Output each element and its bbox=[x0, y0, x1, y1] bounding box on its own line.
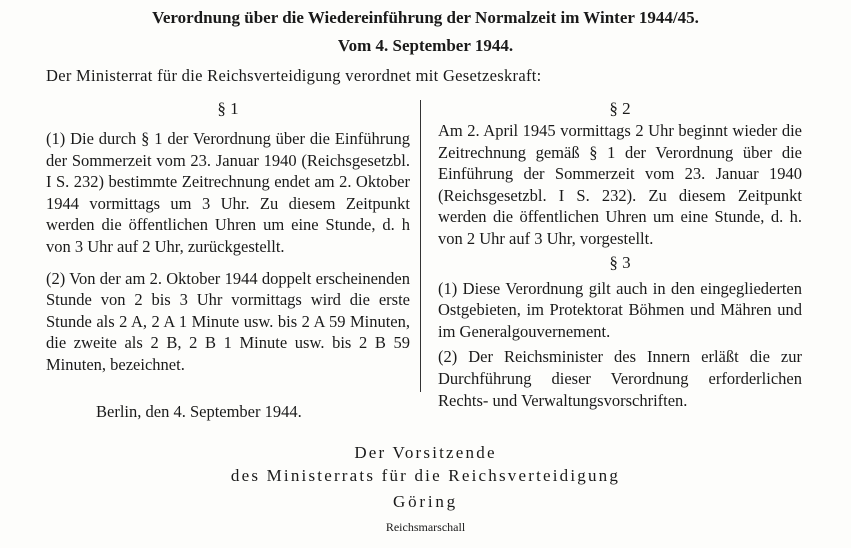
document-title-block bbox=[0, 6, 851, 58]
document-subtitle: Vom 4. September 1944. bbox=[337, 36, 514, 55]
place-date: Berlin, den 4. September 1944. bbox=[96, 402, 302, 421]
section-1-paragraph-1: (1) Die durch § 1 der Verordnung über die Einführung der Sommerzeit vom 23. Januar 1940 (Reichsgesetzbl. I S. 232) bestimmte Zeitrechnung endet am 2. Oktober 1944 vormittags um 3 Uhr. Zu diesem Zeitpunkt werden die öffentlichen Uhren um eine Stunde, d. h von 3 Uhr auf 2 Uhr, zurückgestellt. bbox=[46, 129, 410, 256]
section-3-paragraph-2: (2) Der Reichsminister des Innern erläßt die zur Durchführung dieser Verordnung erforderlichen Rechts- und Verwaltungsvorschriften. bbox=[438, 347, 802, 410]
document-title: Verordnung über die Wiedereinführung der Normalzeit im Winter 1944/45. bbox=[152, 8, 699, 27]
section-1-heading: § 1 bbox=[217, 99, 239, 118]
section-2-heading: § 2 bbox=[609, 99, 631, 118]
signature-rank: Reichsmarschall bbox=[385, 520, 466, 534]
signature-title: Der Vorsitzende bbox=[354, 443, 497, 462]
signature-name: Göring bbox=[393, 492, 458, 511]
section-2-paragraph: Am 2. April 1945 vormittags 2 Uhr beginnt wieder die Zeitrechnung gemäß § 1 der Verordnung über die Einführung der Sommerzeit vom 23. Januar 1940 (Reichsgesetzbl. I S. 232). Zu diesem Zeitpunkt werden die öffentlichen Uhren um eine Stunde, d. h. von 2 Uhr auf 3 Uhr, vorgestellt. bbox=[438, 121, 802, 248]
left-column bbox=[46, 98, 410, 376]
intro-text: Der Ministerrat für die Reichsverteidigung verordnet mit Gesetzeskraft: bbox=[46, 66, 542, 85]
section-3-heading: § 3 bbox=[609, 252, 631, 272]
signature-organization: des Ministerrats für die Reichsverteidigung bbox=[230, 466, 621, 485]
right-column bbox=[438, 98, 802, 411]
section-3-paragraph-1: (1) Diese Verordnung gilt auch in den eingegliederten Ostgebieten, im Protektorat Böhmen und Mähren und im Generalgouvernement. bbox=[438, 278, 802, 341]
section-1-paragraph-2: (2) Von der am 2. Oktober 1944 doppelt erscheinenden Stunde von 2 bis 3 Uhr vormittags wird die erste Stunde als 2 A, 2 A 1 Minute usw. bis 2 A 59 Minuten, die zweite als 2 B, 2 B 1 Minute usw. bis 2 B 59 Minuten, bezeichnet. bbox=[46, 268, 410, 374]
column-divider bbox=[420, 100, 421, 392]
